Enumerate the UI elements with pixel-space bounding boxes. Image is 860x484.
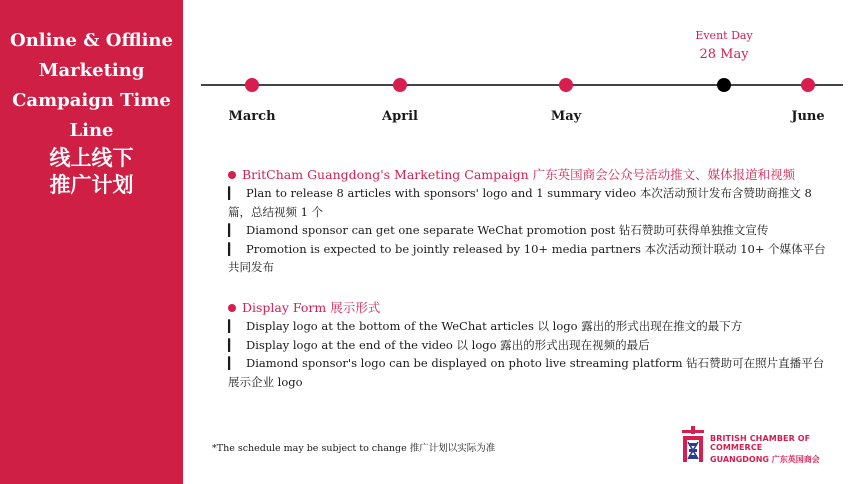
- logo-text: [710, 434, 853, 465]
- britcham-logo: [678, 426, 853, 466]
- britcham-seal-icon: [678, 426, 708, 466]
- timeline-dot-april: [393, 78, 407, 92]
- bar-marker-icon: ▎: [228, 337, 237, 352]
- bullet-dot-icon: [228, 171, 236, 179]
- sidebar-title-english: Online & Offline Marketing Campaign Time Line: [10, 30, 173, 141]
- list-item-text: Plan to release 8 articles with sponsors' logo and 1 summary video 本次活动预计发布含赞助商推文 8 篇，总结视频 1 个: [228, 186, 812, 219]
- title-sidebar: [0, 0, 183, 484]
- bar-marker-icon: ▎: [228, 356, 237, 370]
- list-item-text: Display logo at the end of the video 以 logo 露出的形式出现在视频的最后: [246, 337, 650, 352]
- section-marketing-campaign: [228, 166, 828, 277]
- timeline-dot-march: [245, 78, 259, 92]
- timeline-dot-june: [801, 78, 815, 92]
- section-title: [228, 166, 828, 184]
- bar-marker-icon: ▎: [228, 241, 237, 256]
- list-item: [228, 240, 828, 277]
- list-item: [228, 317, 828, 336]
- timeline-line: [201, 84, 843, 86]
- timeline-label-may: May: [550, 109, 582, 124]
- sidebar-title-chinese: 线上线下 推广计划: [49, 146, 134, 197]
- event-day-label: Event Day: [695, 29, 753, 42]
- bar-marker-icon: ▎: [228, 186, 237, 200]
- list-item: [228, 184, 828, 221]
- timeline-dot-event-day: [717, 78, 731, 92]
- bullet-dot-icon: [228, 304, 236, 312]
- section-title-text: BritCham Guangdong's Marketing Campaign 广东英国商会公众号活动推文、媒体报道和视频: [242, 167, 796, 182]
- list-item-text: Diamond sponsor can get one separate WeChat promotion post 钻石赞助可获得单独推文宣传: [246, 223, 769, 237]
- list-item-text: Promotion is expected to be jointly released by 10+ media partners 本次活动预计联动 10+ 个媒体平台共同发布: [228, 241, 826, 274]
- list-item-text: Diamond sponsor's logo can be displayed on photo live streaming platform 钻石赞助可在照片直播平台展示企业 logo: [228, 356, 825, 389]
- list-item: [228, 354, 828, 391]
- list-item-text: Display logo at the bottom of the WeChat articles 以 logo 露出的形式出现在推文的最下方: [246, 319, 743, 333]
- timeline-label-april: April: [382, 109, 418, 124]
- footnote: *The schedule may be subject to change 推广计划以实际为准: [212, 443, 496, 454]
- list-item: [228, 336, 828, 355]
- bar-marker-icon: ▎: [228, 319, 237, 333]
- section-display-form: [228, 299, 828, 391]
- section-title: [228, 299, 828, 317]
- bar-marker-icon: ▎: [228, 223, 237, 237]
- timeline-label-march: March: [228, 109, 276, 124]
- section-title-text: Display Form 展示形式: [242, 300, 381, 315]
- list-item: [228, 221, 828, 240]
- logo-line-chinese: GUANGDONG 广东英国商会: [710, 455, 820, 464]
- timeline-label-june: June: [791, 109, 825, 124]
- timeline-dot-may: [559, 78, 573, 92]
- event-day-date: 28 May: [699, 47, 749, 62]
- logo-line-english: BRITISH CHAMBER OF COMMERCE: [710, 434, 811, 452]
